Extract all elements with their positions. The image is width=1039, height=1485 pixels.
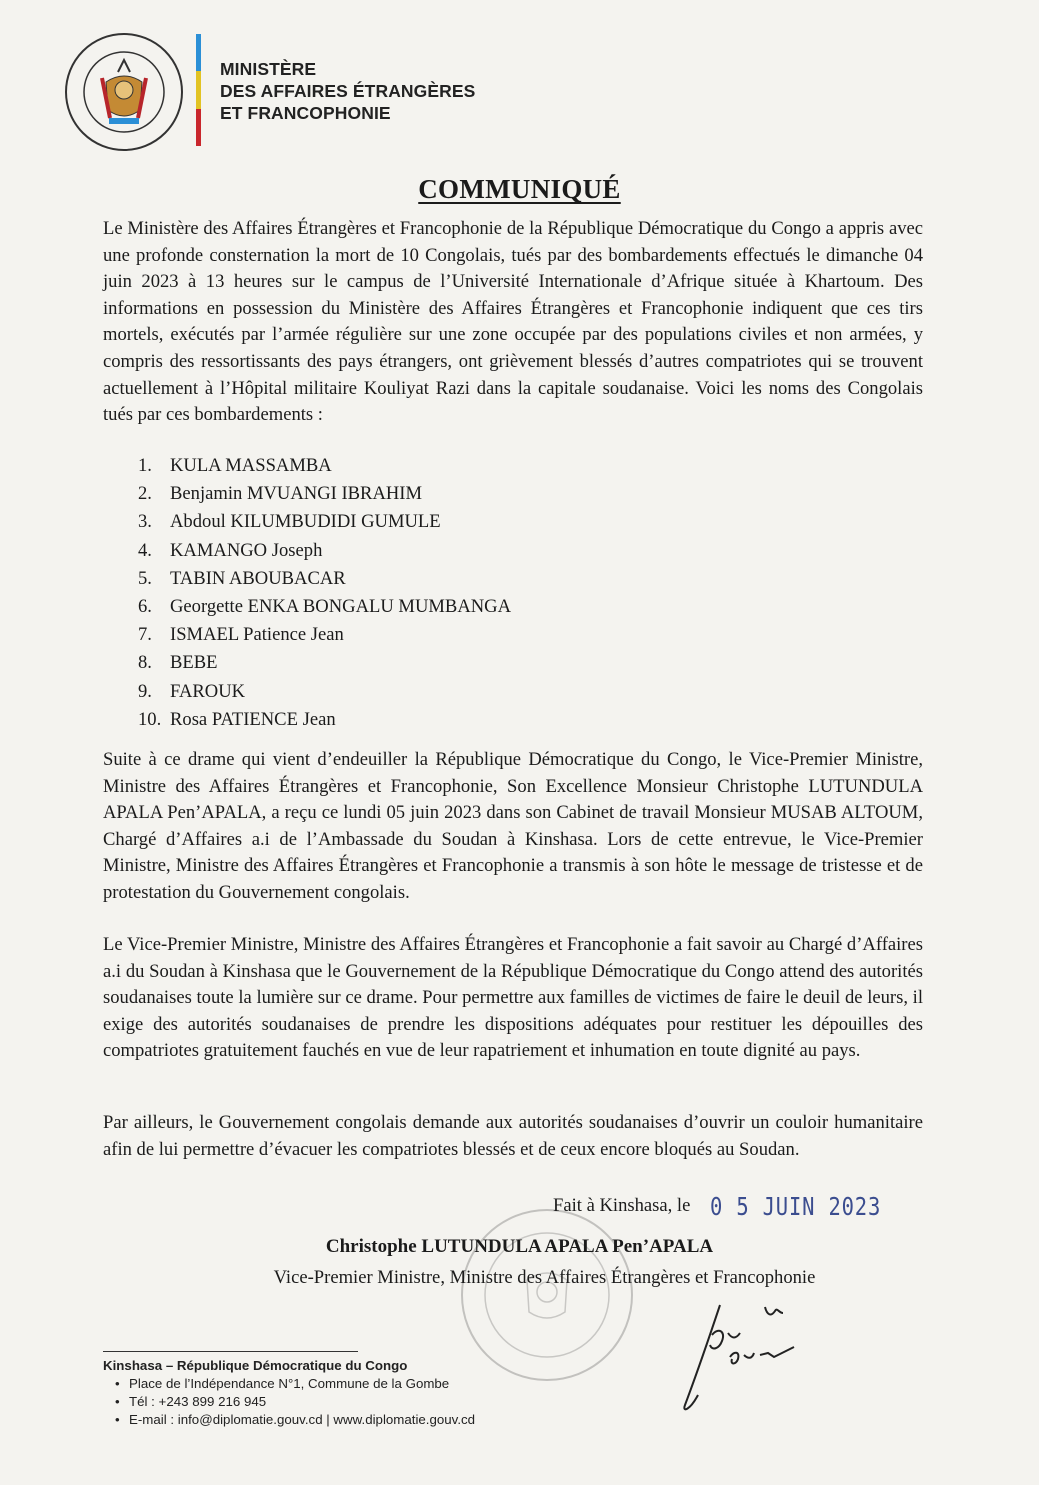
ministry-line-3: ET FRANCOPHONIE xyxy=(220,103,391,123)
intro-paragraph: Le Ministère des Affaires Étrangères et Francophonie de la République Démocratique du Congo a appris avec une profonde consternation la mort de 10 Congolais, tués par des bombardements effectués le dimanche 04 juin 2023 à 13 heures sur le campus de l’Université Internationale d’Afrique située à Khartoum. Des informations en possession du Ministère des Affaires Étrangères et Francophonie indiquent que ces tirs mortels, exécutés par l’armée régulière sur une zone occupée par des populations civiles et non armées, y compris des ressortissants des pays étrangers, ont grièvement blessés d’autres compatriotes qui se trouvent actuellement à l’Hôpital militaire Kouliyat Razi dans la capitale soudanaise. Voici les noms des Congolais tués par ces bombardements : xyxy=(103,218,923,426)
place-date-label: Fait à Kinshasa, le xyxy=(553,1195,691,1216)
ministry-line-1: MINISTÈRE xyxy=(220,59,317,79)
list-item: 7. ISMAEL Patience Jean xyxy=(138,624,344,646)
signer-name: Christophe LUTUNDULA APALA Pen’APALA xyxy=(325,1236,714,1257)
official-stamp-icon xyxy=(455,1200,640,1390)
list-item: 10. Rosa PATIENCE Jean xyxy=(138,708,336,730)
document-title: COMMUNIQUÉ xyxy=(418,174,621,204)
footer xyxy=(103,1357,475,1429)
list-item: 8. BEBE xyxy=(138,652,218,674)
paragraph-demands: Le Vice-Premier Ministre, Ministre des Affaires Étrangères et Francophonie a fait savoir au Chargé d’Affaires a.i du Soudan à Kinshasa que le Gouvernement de la République Démocratique du Congo attend des autorités soudanaises toute la lumière sur ce drame. Pour permettre aux familles de victimes de faire le deuil de leurs, il exige des autorités soudanaises de prendre les dispositions adéquates pour restituer les dépouilles des compatriotes gratuitement fauchés en vue de leur rapatriement et inhumation en toute dignité au pays. xyxy=(103,934,923,1062)
signature-icon xyxy=(670,1295,830,1425)
list-item: 2. Benjamin MVUANGI IBRAHIM xyxy=(138,483,423,505)
flag-stripe xyxy=(196,34,201,146)
date-stamp: 0 5 JUIN 2023 xyxy=(710,1192,882,1221)
list-item: 6. Georgette ENKA BONGALU MUMBANGA xyxy=(138,596,512,618)
list-item: 4. KAMANGO Joseph xyxy=(138,539,323,561)
government-seal-icon xyxy=(62,30,186,154)
signer-title: Vice-Premier Ministre, Ministre des Affaires Étrangères et Francophonie xyxy=(273,1267,816,1288)
footer-email: • E-mail : info@diplomatie.gouv.cd | www.diplomatie.gouv.cd xyxy=(115,1411,475,1429)
list-item: 5. TABIN ABOUBACAR xyxy=(138,567,346,589)
paragraph-meeting: Suite à ce drame qui vient d’endeuiller la République Démocratique du Congo, le Vice-Premier Ministre, Ministre des Affaires Étrangères et Francophonie, Son Excellence Monsieur Christophe LUTUNDULA APALA Pen’APALA, a reçu ce lundi 05 juin 2023 dans son Cabinet de travail Monsieur MUSAB ALTOUM, Chargé d’Affaires a.i de l’Ambassade du Soudan à Kinshasa. Lors de cette entrevue, le Vice-Premier Ministre, Ministre des Affaires Étrangères et Francophonie a transmis à son hôte le message de tristesse et de protestation du Gouvernement congolais. xyxy=(103,749,923,903)
ministry-name xyxy=(220,58,475,124)
list-item: 9. FAROUK xyxy=(138,680,246,702)
list-item: 3. Abdoul KILUMBUDIDI GUMULE xyxy=(138,511,441,533)
footer-rule xyxy=(103,1351,358,1352)
footer-address: • Place de l’Indépendance N°1, Commune de la Gombe xyxy=(115,1375,475,1393)
ministry-line-2: DES AFFAIRES ÉTRANGÈRES xyxy=(220,81,476,101)
footer-location: Kinshasa – République Démocratique du Congo xyxy=(103,1358,408,1373)
paragraph-humanitarian: Par ailleurs, le Gouvernement congolais demande aux autorités soudanaises d’ouvrir un couloir humanitaire afin de lui permettre d’évacuer les compatriotes blessés et de ceux encore bloqués au Soudan. xyxy=(103,1112,923,1160)
footer-phone: • Tél : +243 899 216 945 xyxy=(115,1393,475,1411)
list-item: 1. KULA MASSAMBA xyxy=(138,455,332,476)
victims-list xyxy=(138,452,511,734)
